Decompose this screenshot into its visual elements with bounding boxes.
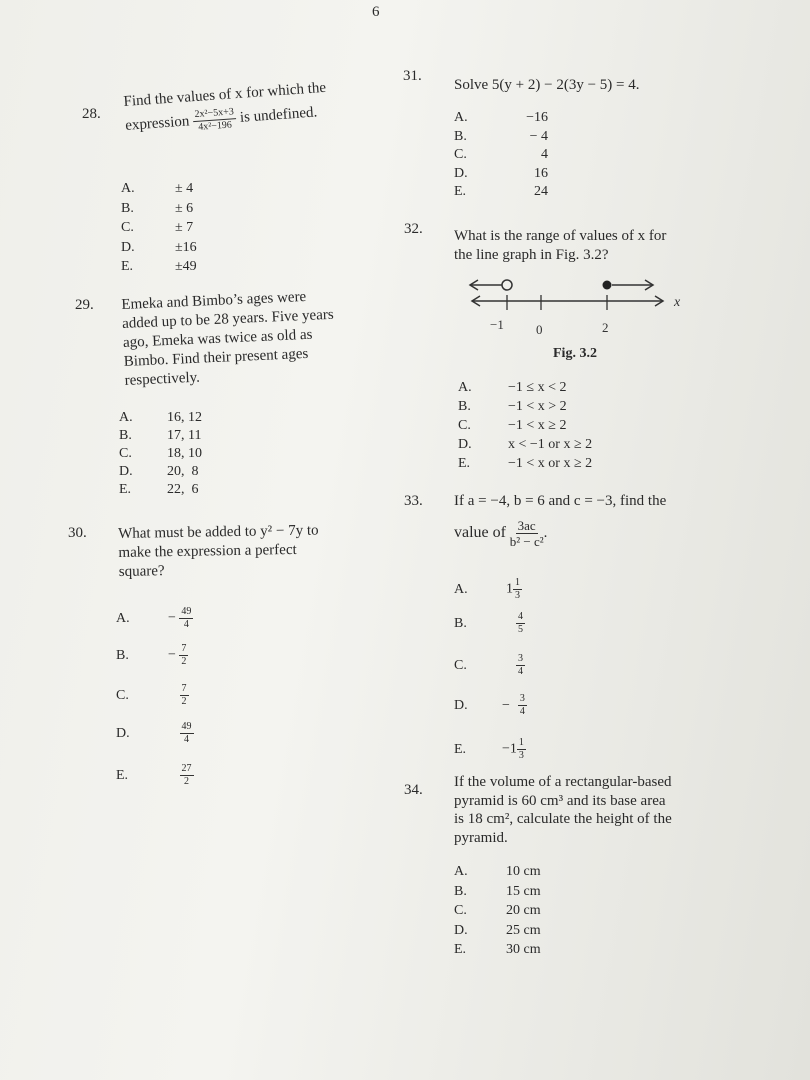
- q30-option-e[interactable]: E. $\frac{27}{2}$: [116, 763, 192, 787]
- q33-option-b[interactable]: B. $\frac{4}{5}$: [454, 611, 523, 635]
- q28-fraction: [192, 107, 237, 133]
- q28-prefix: expression: [124, 113, 190, 134]
- left-ray-open: [470, 280, 512, 290]
- q29-option-d[interactable]: D. 20, 8: [119, 464, 199, 479]
- q30-option-c[interactable]: C. $\frac{7}{2}$: [116, 683, 187, 707]
- q30-option-d[interactable]: D. $\frac{49}{4}$: [116, 721, 192, 745]
- q28-suffix: is undefined.: [239, 104, 318, 126]
- q30-option-a[interactable]: A. − $\frac{49}{4}$: [116, 606, 192, 630]
- q33-line1: If a = −4, b = 6 and c = −3, find the: [454, 493, 667, 509]
- q33-option-d[interactable]: D. − $\frac{3}{4}$: [454, 693, 525, 717]
- q28-options: [121, 179, 197, 277]
- q31-option-b[interactable]: B. − 4: [454, 128, 548, 144]
- q34-option-c[interactable]: C. 20 cm: [454, 903, 541, 918]
- q31-option-a[interactable]: A. −16: [454, 110, 548, 125]
- q34-option-d[interactable]: D. 25 cm: [454, 922, 541, 938]
- q30-number: 30.: [68, 525, 87, 541]
- q28-option-e[interactable]: E. ±49: [121, 259, 197, 274]
- tick-label-2: 2: [602, 320, 609, 335]
- q34-option-e[interactable]: E. 30 cm: [454, 942, 541, 957]
- q28-option-a[interactable]: A. ± 4: [121, 181, 194, 196]
- q29-option-c[interactable]: C. 18, 10: [119, 446, 202, 461]
- q28-option-b[interactable]: B. ± 6: [121, 200, 194, 216]
- q32-stem: What is the range of values of x for the line graph in Fig. 3.2?: [454, 228, 667, 263]
- tick-label-minus1: −1: [490, 317, 504, 332]
- q32-option-a[interactable]: A. −1 ≤ x < 2: [458, 380, 567, 395]
- q32-option-c[interactable]: C. −1 < x ≥ 2: [458, 418, 567, 433]
- q28-option-d[interactable]: D. ±16: [121, 239, 197, 255]
- q33-option-a[interactable]: A. 1 $\frac{1}{3}$: [454, 577, 520, 601]
- q31-options: [454, 109, 548, 202]
- q28-line1: Find the values of x for which the: [123, 79, 327, 110]
- q29-stem: Emeka and Bimbo’s ages were added up to be 28 years. Five years ago, Emeka was twice as old as Bimbo. Find their present ages respectively.: [121, 288, 334, 389]
- tick-label-0: 0: [536, 322, 543, 337]
- q32-options: [458, 378, 592, 473]
- q33-fraction: $\frac{3ac}{\text{b² − c²}}$: [509, 518, 544, 549]
- x-axis-line: [472, 295, 663, 310]
- q31-option-c[interactable]: C. 4: [454, 147, 548, 162]
- q33-option-e[interactable]: E. −1 $\frac{1}{3}$: [454, 737, 524, 761]
- q31-option-e[interactable]: E. 24: [454, 184, 548, 199]
- q34-stem: If the volume of a rectangular-based pyramid is 60 cm³ and its base area is 18 cm², calculate the height of the pyramid.: [454, 774, 672, 846]
- q29-option-a[interactable]: A. 16, 12: [119, 410, 202, 425]
- q28-frac-num: 2x²−5x+3: [192, 107, 236, 122]
- q28-number: 28.: [82, 106, 101, 122]
- q32-option-e[interactable]: E. −1 < x or x ≥ 2: [458, 456, 593, 471]
- q28-option-c[interactable]: C. ± 7: [121, 220, 194, 235]
- q31-option-d[interactable]: D. 16: [454, 165, 548, 181]
- q31-number: 31.: [403, 68, 422, 84]
- q29-options: [119, 409, 202, 499]
- q31-stem: Solve 5(y + 2) − 2(3y − 5) = 4.: [454, 77, 640, 93]
- q33-number: 33.: [404, 493, 423, 509]
- axis-label-x: x: [674, 295, 681, 310]
- q34-number: 34.: [404, 782, 423, 798]
- q28-frac-den: 4x²−196: [197, 119, 233, 133]
- q34-option-a[interactable]: A. 10 cm: [454, 864, 541, 879]
- right-ray-closed: [603, 280, 654, 290]
- q32-number: 32.: [404, 221, 423, 237]
- q30-stem: What must be added to y² − 7y to make the expression a perfect square?: [118, 522, 319, 580]
- q28-stem: [123, 75, 386, 138]
- q34-option-b[interactable]: B. 15 cm: [454, 883, 541, 899]
- q32-number-line-figure: [450, 270, 690, 342]
- q29-number: 29.: [75, 297, 94, 313]
- q34-options: [454, 862, 541, 960]
- open-circle-icon: [502, 280, 512, 290]
- q29-option-b[interactable]: B. 17, 11: [119, 428, 202, 443]
- q33-option-c[interactable]: C. $\frac{3}{4}$: [454, 653, 523, 677]
- q33-expression: value of $\frac{3ac}{\text{b² − c²}}$ .: [454, 518, 548, 549]
- fig-caption: Fig. 3.2: [553, 346, 597, 361]
- closed-circle-icon: [603, 281, 612, 290]
- page-number: 6: [372, 4, 380, 20]
- q32-option-d[interactable]: D. x < −1 or x ≥ 2: [458, 437, 593, 452]
- q32-option-b[interactable]: B. −1 < x > 2: [458, 399, 567, 414]
- q29-option-e[interactable]: E. 22, 6: [119, 482, 199, 497]
- q30-option-b[interactable]: B. − $\frac{7}{2}$: [116, 643, 187, 667]
